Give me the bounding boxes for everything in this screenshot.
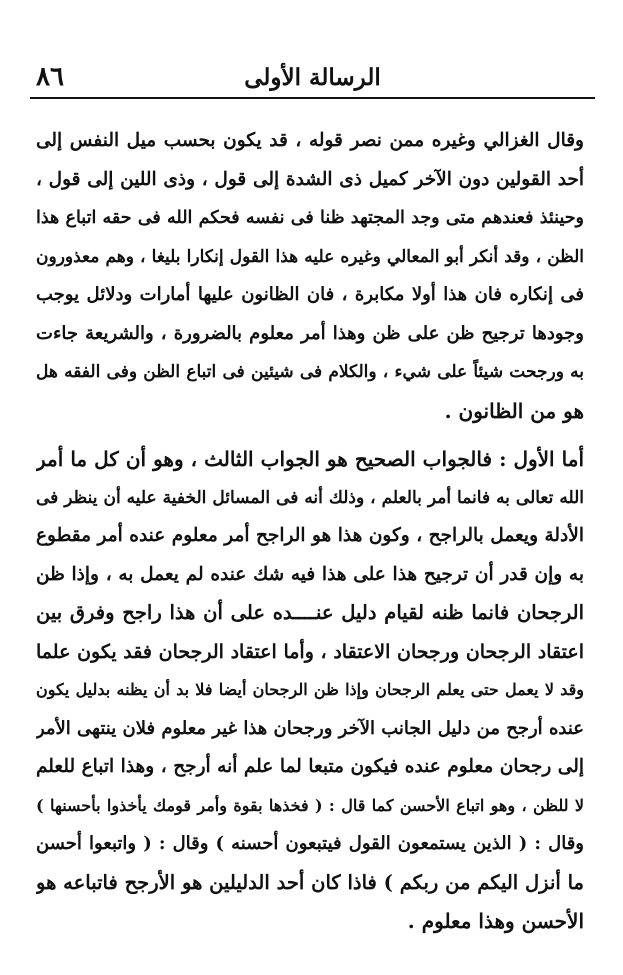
header-rule [30,97,595,99]
text-line: وحينئذ فعندهم متى وجد المجتهد ظنا فى نفسه فحكم الله فى حقه اتباع هذا [36,208,584,228]
text-line: وقال الغزالي وغيره ممن نصر قوله ، قد يكون بحسب ميل النفس إلى [36,130,584,151]
text-line: الرجحان فانما ظنه لقيام دليل عنــــده على أن هذا راجح وفرق بين [36,601,584,624]
text-line: وجودها ترجيح ظن على ظن وهذا أمر معلوم بالضرورة ، والشريعة جاءت [36,322,584,344]
text-line: به ورجحت شيئاً على شيء ، والكلام فى شيئين فى اتباع الظن وفى الفقه هل [36,362,584,382]
text-line: لا للظن ، وهو اتباع الأحسن كما قال : ( فخذها بقوة وأمر قومك يأخذوا بأحسنها ) [36,795,584,815]
text-line: إلى رجحان معلوم عنده فيكون متبعا لما علم أنه أرجح ، وهذا اتباع للعلم [36,756,584,777]
running-title: الرسالة الأولى [244,64,381,91]
text-line: وقال : ( الذين يستمعون القول فيتبعون أحسنه ) وقال : ( واتبعوا أحسن [36,833,584,854]
text-line: الله تعالى به فانما أمر بالعلم ، وذلك أنه فى المسائل الخفية عليه أن ينظر فى [36,487,584,508]
paragraph-2 [36,440,584,941]
text-line: الأدلة ويعمل بالراجح ، وكون هذا هو الراجح أمر معلوم عنده أمر مقطوع [36,525,584,546]
text-line: ما أنزل اليكم من ربكم ) فاذا كان أحد الدليلين هو الأرجح فاتباعه هو [36,870,584,894]
text-line: هو من الظانون . [444,398,584,423]
text-line: وقد لا يعمل حتى يعلم الرجحان وإذا ظن الرجحان أيضا فلا بد أن يظنه بدليل يكون [36,680,584,699]
text-line: فى إنكاره فان هذا أولا مكابرة ، فان الظانون عليها أمارات ودلائل يوجب [36,284,584,305]
text-line: به وإن قدر أن ترجيح هذا على هذا فيه شك عنده لم يعمل به ، وإذا ظن [36,563,584,585]
text-line: أما الأول : فالجواب الصحيح هو الجواب الثالث ، وهو أن كل ما أمر [36,447,584,471]
text-line: الظن ، وقد أنكر أبو المعالي وغيره عليه هذا القول إنكارا بليغا ، وهم معذورون [36,246,584,267]
page-number: ٨٦ [36,62,64,92]
text-line: الأحسن وهذا معلوم . [407,909,584,933]
text-line: أحد القولين دون الآخر كميل ذى الشدة إلى قول ، وذى اللين إلى قول ، [36,168,584,190]
text-line: اعتقاد الرجحان ورجحان الاعتقاد ، وأما اعتقاد الرجحان فقد يكون علما [36,640,584,663]
page-header [30,56,595,96]
text-line: عنده أرجح من دليل الجانب الآخر ورجحان هذا غير معلوم فلان ينتهى الأمر [36,717,584,739]
paragraph-1 [36,122,584,430]
